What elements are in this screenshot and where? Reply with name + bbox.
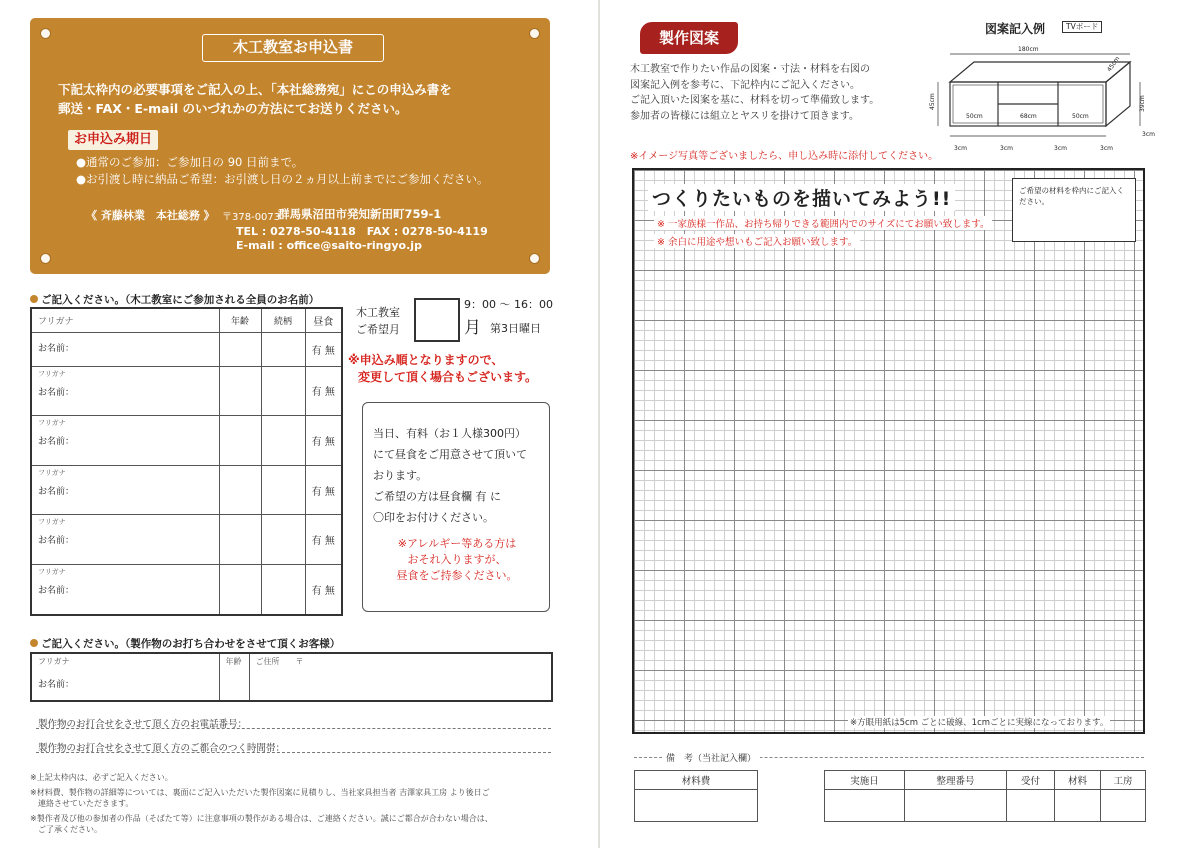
office-col-date: 実施日 — [825, 771, 905, 790]
time-label: 製作物のお打合せをさせて頂く方のご都合のつく時間帯： — [38, 743, 286, 754]
lunch-choice[interactable]: 有 無 — [305, 416, 342, 466]
email-address: E-mail : office@saito-ringyo.jp — [236, 239, 422, 252]
col-relation: 続柄 — [261, 308, 305, 332]
office-col-workshop: 工房 — [1101, 771, 1146, 790]
participant-relation-field[interactable] — [261, 366, 305, 416]
participant-age-field[interactable] — [219, 332, 261, 366]
office-field[interactable] — [1007, 790, 1055, 822]
dim-thickness: 3cm — [954, 145, 967, 152]
participants-section-label: ご記入ください。（木工教室にご参加される全員のお名前） — [30, 292, 319, 307]
contact-section-label: ご記入ください。（製作物のお打ち合わせをさせて頂くお客様） — [30, 636, 340, 651]
example-tag: TVボード — [1062, 21, 1102, 33]
dim-shelf: 39cm — [1139, 95, 1146, 112]
footnotes: ※上記太枠内は、必ずご記入ください。 ※材料費、製作物の詳細等については、裏面にご記入いただいた製作図案に見積りし、当社家具担当者 吉澤家具工房 より後日ご 連絡させていただきます。 ※製作者及び他の参加者の作品（そばたて等）に注意事項の製作がある場合は、ご連絡ください。誠にご都合が合わない場合は、 ご了承ください。 — [30, 773, 493, 834]
design-grid[interactable] — [632, 168, 1145, 734]
order-notice: ※申込み順となりますので、 変更して頂く場合もございます。 — [348, 353, 538, 384]
office-field[interactable] — [905, 790, 1007, 822]
contact-table — [30, 652, 553, 702]
participant-age-field[interactable] — [219, 416, 261, 466]
dim-depth: 45cm — [1105, 55, 1122, 74]
deadline-item: ●通常のご参加：ご参加日の 90 日前まで。 — [76, 155, 304, 169]
month-unit: 月 — [464, 318, 481, 338]
office-use-table — [824, 770, 1146, 822]
office-field[interactable] — [1055, 790, 1101, 822]
postal-code: 〒378-0073 — [222, 212, 281, 223]
participant-name-field[interactable]: フリガナ お名前： — [31, 465, 219, 515]
material-cost-label: 材料費 — [635, 771, 758, 790]
bullet-icon — [30, 639, 38, 647]
deadline-label: お申込み期日 — [68, 130, 158, 150]
participant-name-field[interactable]: フリガナ お名前： — [31, 515, 219, 565]
class-week: 第3日曜日 — [490, 322, 541, 335]
office-col-number: 整理番号 — [905, 771, 1007, 790]
month-input-box[interactable] — [414, 298, 460, 342]
material-cost-field[interactable] — [635, 790, 758, 822]
grid-note: ※ 一家族様一作品、お持ち帰りできる範囲内でのサイズにてお願い致します。 — [654, 216, 992, 230]
grid-note: ※ 余白に用途や想いもご記入お願い致します。 — [654, 234, 860, 248]
lunch-choice[interactable]: 有 無 — [305, 332, 342, 366]
participant-name-field[interactable]: フリガナ お名前： — [31, 366, 219, 416]
office-col-reception: 受付 — [1007, 771, 1055, 790]
deadline-item: ●お引渡し時に納品ご希望：お引渡し日の２ヵ月以上前までにご参加ください。 — [76, 172, 489, 186]
participant-age-field[interactable] — [219, 465, 261, 515]
punch-hole-icon — [40, 28, 51, 39]
participant-relation-field[interactable] — [261, 332, 305, 366]
grid-heading: つくりたいものを描いてみよう!! — [648, 184, 955, 211]
contact-age-field[interactable]: 年齢 — [219, 653, 249, 701]
office-field[interactable] — [1101, 790, 1146, 822]
participant-age-field[interactable] — [219, 515, 261, 565]
tel-fax: TEL : 0278-50-4118 FAX : 0278-50-4119 — [236, 225, 488, 238]
participant-age-field[interactable] — [219, 565, 261, 615]
participant-row — [31, 332, 342, 366]
dim-thickness: 3cm — [1054, 145, 1067, 152]
remarks-label: 備 考（当社記入欄） — [662, 751, 760, 764]
time-input-line[interactable] — [36, 752, 551, 753]
office-field[interactable] — [825, 790, 905, 822]
participant-row — [31, 366, 342, 416]
dim-mid: 68cm — [1020, 113, 1037, 120]
punch-hole-icon — [40, 253, 51, 264]
punch-hole-icon — [529, 28, 540, 39]
participant-relation-field[interactable] — [261, 416, 305, 466]
allergy-notice: ※アレルギー等ある方は おそれ入りますが、 昼食をご持参ください。 — [396, 537, 518, 582]
lunch-choice[interactable]: 有 無 — [305, 515, 342, 565]
participant-relation-field[interactable] — [261, 565, 305, 615]
image-attach-note: ※イメージ写真等ございましたら、申し込み時に添付してください。 — [630, 151, 939, 162]
phone-label: 製作物のお打合せをさせて頂く方のお電話番号： — [38, 719, 248, 730]
participant-age-field[interactable] — [219, 366, 261, 416]
company-address: 群馬県沼田市発知新田町759-1 — [278, 207, 442, 221]
office-col-material: 材料 — [1055, 771, 1101, 790]
bullet-icon — [30, 295, 38, 303]
class-time: 9：00 ～ 16：00 — [464, 298, 553, 311]
col-lunch: 昼食 — [305, 308, 342, 332]
contact-name-field[interactable]: フリガナ お名前： — [31, 653, 219, 701]
contact-address-field[interactable]: ご住所 〒 — [249, 653, 552, 701]
month-label: 木工教室 ご希望月 — [356, 306, 400, 336]
punch-hole-icon — [529, 253, 540, 264]
participant-relation-field[interactable] — [261, 465, 305, 515]
dim-width: 180cm — [1018, 46, 1039, 53]
lunch-choice[interactable]: 有 無 — [305, 465, 342, 515]
participant-row — [31, 416, 342, 466]
tv-board-example-drawing — [930, 40, 1160, 160]
dim-right: 50cm — [1072, 113, 1089, 120]
participant-row — [31, 515, 342, 565]
lunch-info-box: 当日、有料（お１人様300円） にて昼食をご用意させて頂いて おります。 ご希望の方は昼食欄 有 に 〇印をお付けください。 ※アレルギー等ある方は おそれ入りますが、 昼食をご持参ください。 — [362, 402, 550, 612]
design-title: 製作図案 — [640, 22, 738, 54]
participant-row — [31, 565, 342, 615]
participants-table — [30, 307, 343, 616]
material-box[interactable]: ご希望の材料を枠内にご記入ください。 — [1012, 178, 1136, 242]
dim-left: 50cm — [966, 113, 983, 120]
participant-relation-field[interactable] — [261, 515, 305, 565]
page-fold — [598, 0, 600, 848]
dim-thickness: 3cm — [1000, 145, 1013, 152]
col-age: 年齢 — [219, 308, 261, 332]
participant-row — [31, 465, 342, 515]
lunch-choice[interactable]: 有 無 — [305, 565, 342, 615]
dim-thickness: 3cm — [1100, 145, 1113, 152]
phone-input-line[interactable] — [36, 728, 551, 729]
application-header-box — [30, 18, 550, 274]
participant-name-field[interactable]: フリガナ お名前： — [31, 565, 219, 615]
lunch-choice[interactable]: 有 無 — [305, 366, 342, 416]
participant-name-field[interactable]: フリガナ お名前： — [31, 416, 219, 466]
dim-height: 45cm — [929, 93, 936, 110]
dim-thickness: 3cm — [1142, 131, 1155, 138]
form-instructions: 下記太枠内の必要事項をご記入の上、「本社総務宛」にこの申込み書を 郵送・FAX・E-mail のいづれかの方法にてお送りください。 — [58, 82, 452, 116]
participant-name-field[interactable]: お名前： — [31, 332, 219, 366]
example-title: 図案記入例 — [985, 22, 1046, 36]
material-cost-table — [634, 770, 758, 822]
grid-caption: ※方眼用紙は5cm ごとに破線、1cmごとに実線になっております。 — [850, 718, 1109, 728]
company-name: 《 斉藤林業 本社総務 》 — [86, 209, 215, 222]
design-instructions: 木工教室で作りたい作品の図案・寸法・材料を右図の 図案記入例を参考に、下記枠内にご記入ください。 ご記入頂いた図案を基に、材料を切って準備致します。 参加者の皆様には組立とヤスリを掛けて頂きます。 — [630, 64, 880, 122]
col-furigana: フリガナ — [31, 308, 219, 332]
form-title: 木工教室お申込書 — [202, 34, 384, 62]
